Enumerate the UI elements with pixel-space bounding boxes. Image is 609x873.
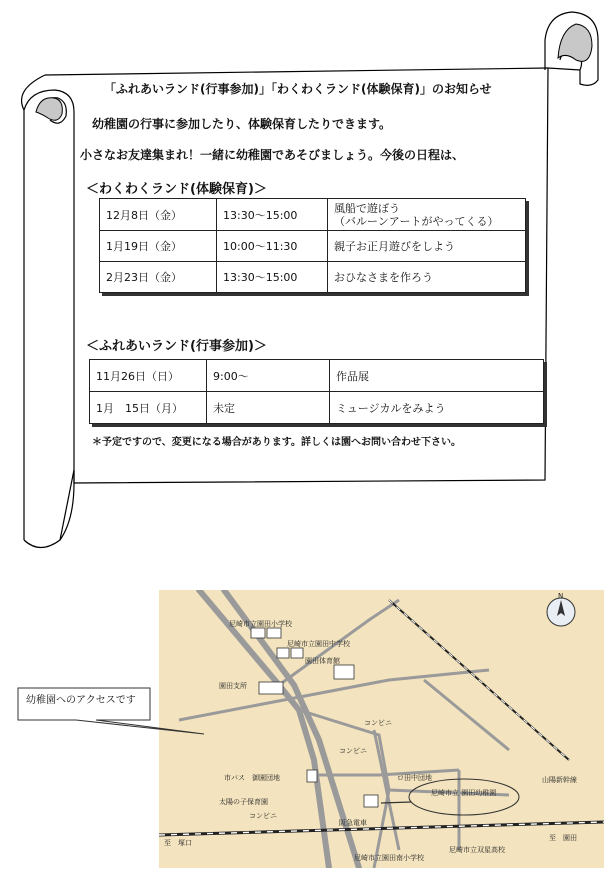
label-sonoda: 至 園田 bbox=[549, 834, 577, 842]
date-cell: 12月8日（金） bbox=[100, 199, 217, 231]
table-row bbox=[100, 231, 526, 262]
label-housing: ロ田中団地 bbox=[397, 774, 432, 782]
label-school2: 尼崎市立園田中学校 bbox=[287, 640, 350, 648]
label-school1: 尼崎市立園田小学校 bbox=[229, 620, 292, 628]
date-cell: 2月23日（金） bbox=[100, 262, 217, 293]
label-gym: 園田体育館 bbox=[305, 657, 340, 665]
table-row bbox=[90, 392, 544, 424]
table-row bbox=[90, 360, 544, 392]
label-tsukaguchi: 至 塚口 bbox=[164, 839, 192, 847]
label-school3: 尼崎市立園田南小学校 bbox=[354, 854, 424, 862]
label-conv1: コンビニ bbox=[364, 719, 392, 727]
desc-cell: ミュージカルをみよう bbox=[330, 392, 544, 424]
desc-cell: 作品展 bbox=[330, 360, 544, 392]
label-hankyu: 阪急電車 bbox=[339, 819, 367, 827]
label-sanyo: 山陽新幹線 bbox=[542, 776, 577, 784]
fure-schedule-table bbox=[89, 359, 544, 424]
time-cell: 未定 bbox=[207, 392, 330, 424]
callout-text: 幼稚園へのアクセスです bbox=[26, 695, 136, 706]
label-nursery: 太陽の子保育園 bbox=[219, 798, 268, 806]
desc-cell: おひなさまを作ろう bbox=[328, 262, 526, 293]
fure-heading: ＜ふれあいランド(行事参加)＞ bbox=[86, 339, 267, 354]
date-cell: 1月19日（金） bbox=[100, 231, 217, 262]
disclaimer-note: ＊予定ですので、変更になる場合があります。詳しくは園へお問い合わせ下さい。 bbox=[92, 437, 461, 448]
waku-heading: ＜わくわくランド(体験保育)＞ bbox=[86, 182, 267, 197]
svg-text:N: N bbox=[558, 592, 564, 600]
time-cell: 9:00〜 bbox=[207, 360, 330, 392]
label-bus: 市バス 御園団地 bbox=[224, 774, 280, 782]
intro-line-2: 小さなお友達集まれ！一緒に幼稚園であそびましょう。今後の日程は、 bbox=[80, 148, 465, 162]
desc-cell: 風船で遊ぼう （バルーンアートがやってくる） bbox=[328, 199, 526, 231]
notice-title: 「ふれあいランド(行事参加)」「わくわくランド(体験保育)」のお知らせ bbox=[104, 82, 492, 96]
label-kinder-text: 尼崎市立 園田幼稚園 bbox=[431, 789, 497, 797]
intro-line-1: 幼稚園の行事に参加したり、体験保育したりできます。 bbox=[92, 117, 392, 131]
label-kinder bbox=[431, 788, 496, 797]
desc-cell: 親子お正月遊びをしよう bbox=[328, 231, 526, 262]
date-cell: 11月26日（日） bbox=[90, 360, 207, 392]
label-conv2: コンビニ bbox=[339, 747, 367, 755]
label-branch: 園田支所 bbox=[219, 682, 247, 690]
table-row bbox=[100, 199, 526, 231]
time-cell: 13:30〜15:00 bbox=[217, 199, 328, 231]
time-cell: 10:00〜11:30 bbox=[217, 231, 328, 262]
waku-schedule-table bbox=[99, 198, 526, 293]
table-row bbox=[100, 262, 526, 293]
access-map bbox=[159, 590, 604, 868]
time-cell: 13:30〜15:00 bbox=[217, 262, 328, 293]
label-conv3: コンビニ bbox=[249, 812, 277, 820]
date-cell: 1月 15日（月） bbox=[90, 392, 207, 424]
label-school4: 尼崎市立双星高校 bbox=[449, 846, 505, 854]
